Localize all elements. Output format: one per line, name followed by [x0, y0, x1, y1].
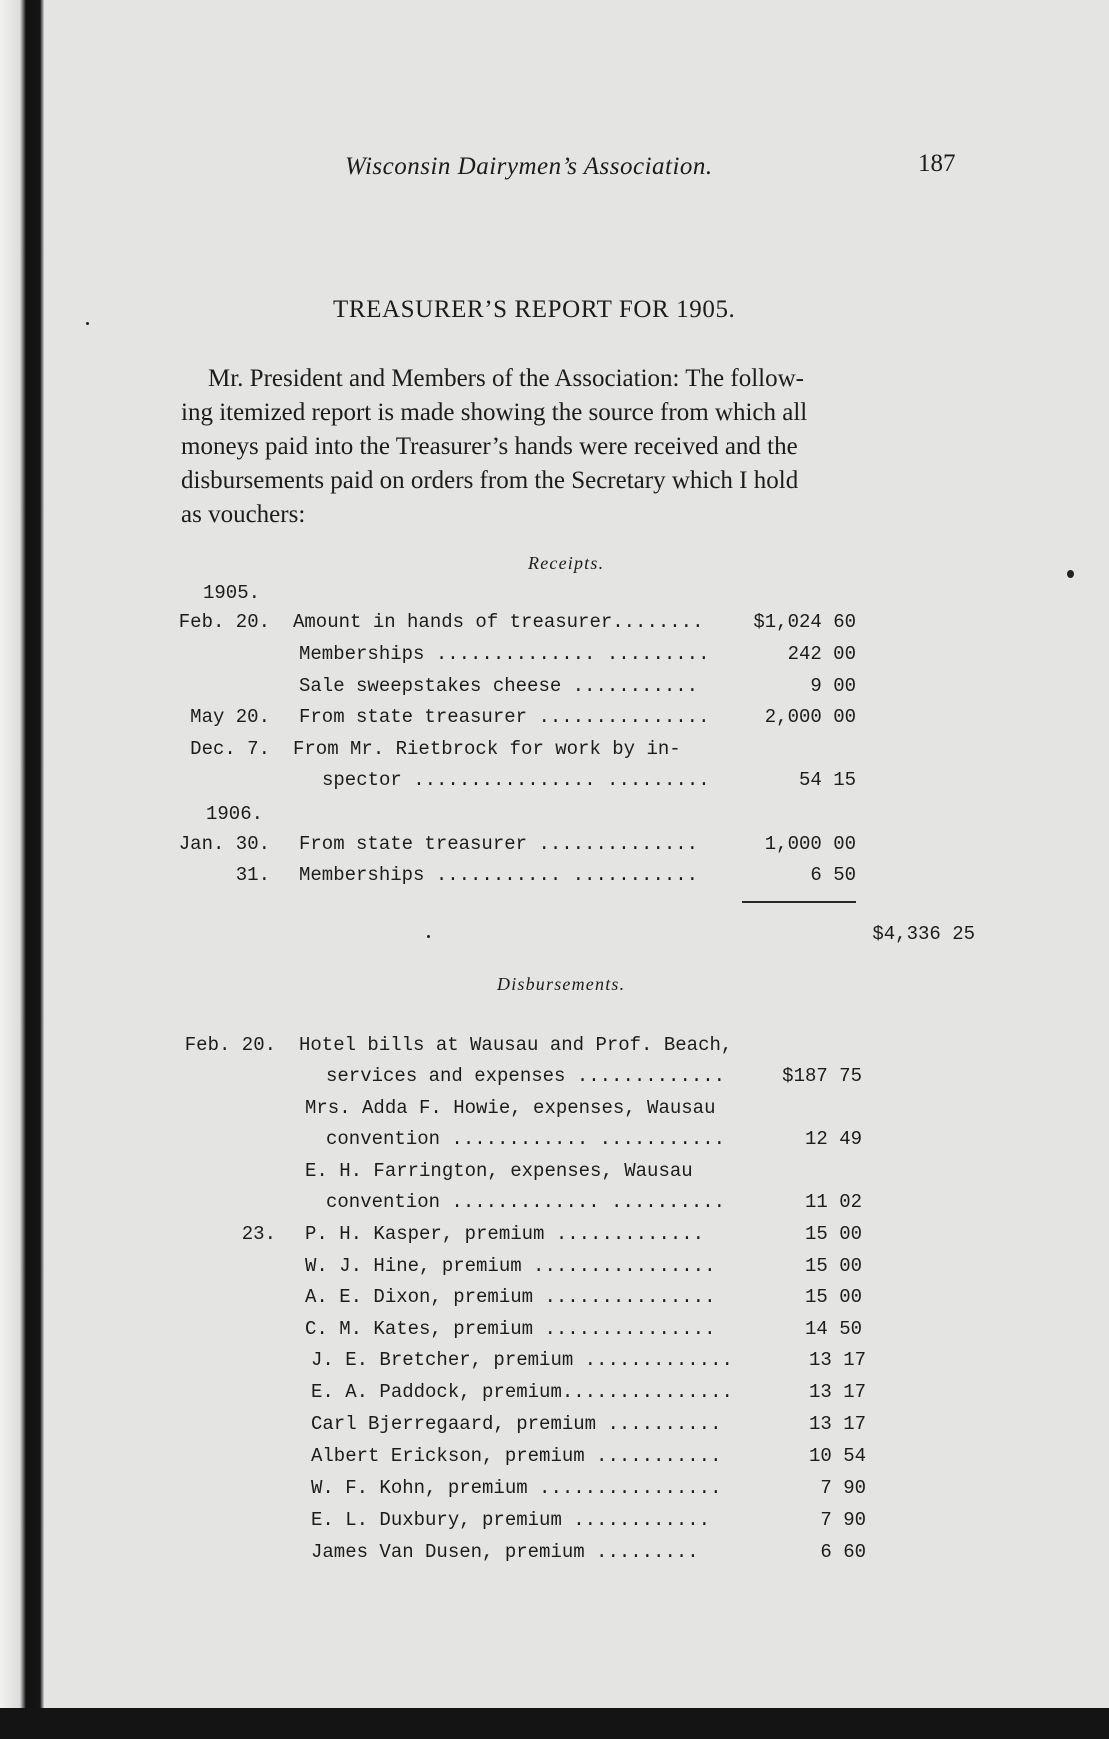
page-bottom-edge	[0, 1708, 1109, 1739]
receipt-description: Sale sweepstakes cheese ...........	[299, 675, 699, 697]
receipt-amount: 54 15	[798, 769, 856, 791]
disbursement-amount: 11 02	[804, 1191, 862, 1213]
intro-paragraph	[181, 362, 969, 532]
receipt-amount: 6 50	[810, 864, 856, 886]
disbursement-description: P. H. Kasper, premium .............	[305, 1223, 705, 1245]
disbursement-amount: 13 17	[808, 1349, 866, 1371]
disbursement-description: W. F. Kohn, premium ................	[311, 1477, 722, 1499]
receipt-description: From state treasurer ...............	[299, 706, 710, 728]
disbursement-amount: 7 90	[820, 1477, 866, 1499]
receipts-total: $4,336 25	[872, 923, 975, 945]
disbursement-amount: 6 60	[820, 1541, 866, 1563]
disbursement-description: E. H. Farrington, expenses, Wausau	[305, 1160, 693, 1182]
disbursement-description: W. J. Hine, premium ................	[305, 1255, 716, 1277]
total-rule	[742, 901, 856, 903]
receipt-description: Amount in hands of treasurer........	[293, 611, 704, 633]
disbursement-description: convention ............ ...........	[326, 1128, 726, 1150]
disbursement-amount: 12 49	[804, 1128, 862, 1150]
disbursement-amount: 15 00	[804, 1286, 862, 1308]
receipt-description: spector ................ .........	[322, 769, 710, 791]
receipt-description: From Mr. Rietbrock for work by in-	[293, 738, 681, 760]
disbursement-amount: $187 75	[782, 1065, 862, 1087]
disbursement-description: convention ............. ..........	[326, 1191, 726, 1213]
receipt-amount: 2,000 00	[764, 706, 856, 728]
intro-line: as vouchers:	[181, 501, 306, 528]
intro-line: moneys paid into the Treasurer’s hands were received and the	[181, 433, 798, 460]
receipts-heading: Receipts.	[528, 553, 605, 573]
receipt-description: Memberships ........... ...........	[299, 864, 699, 886]
intro-line: disbursements paid on orders from the Secretary which I hold	[181, 467, 799, 494]
intro-line: Mr. President and Members of the Association: The follow-	[208, 365, 804, 392]
receipt-amount: 242 00	[787, 643, 856, 665]
receipt-date: Feb. 20.	[178, 611, 270, 633]
disbursement-amount: 15 00	[804, 1255, 862, 1277]
disbursement-amount: 15 00	[804, 1223, 862, 1245]
receipt-date: 31.	[235, 864, 270, 886]
receipt-amount: 1,000 00	[764, 833, 856, 855]
disbursement-amount: 13 17	[808, 1413, 866, 1435]
receipt-amount: $1,024 60	[753, 611, 856, 633]
scan-speck	[86, 322, 89, 325]
receipt-date: Dec. 7.	[190, 738, 270, 760]
disbursement-description: Albert Erickson, premium ...........	[311, 1445, 722, 1467]
receipt-description: Memberships .............. .........	[299, 643, 710, 665]
disbursement-description: J. E. Bretcher, premium .............	[311, 1349, 733, 1371]
page-number: 187	[918, 150, 956, 177]
year-label: 1905.	[203, 582, 261, 604]
report-title: TREASURER’S REPORT FOR 1905.	[333, 296, 736, 323]
scan-speck	[1067, 570, 1074, 578]
intro-line: ing itemized report is made showing the source from which all	[181, 399, 808, 426]
disbursement-description: Mrs. Adda F. Howie, expenses, Wausau	[305, 1097, 716, 1119]
year-label: 1906.	[206, 803, 264, 825]
disbursement-description: C. M. Kates, premium ...............	[305, 1318, 716, 1340]
disbursement-description: services and expenses .............	[326, 1065, 726, 1087]
disbursement-description: E. A. Paddock, premium...............	[311, 1381, 733, 1403]
disbursements-heading: Disbursements.	[497, 974, 626, 994]
disbursement-description: E. L. Duxbury, premium ............	[311, 1509, 711, 1531]
book-spine-edge	[0, 0, 44, 1739]
receipt-date: Jan. 30.	[178, 833, 270, 855]
scan-speck	[427, 935, 430, 938]
disbursement-description: A. E. Dixon, premium ...............	[305, 1286, 716, 1308]
disbursement-amount: 7 90	[820, 1509, 866, 1531]
receipt-date: May 20.	[190, 706, 270, 728]
disbursement-date: 23.	[241, 1223, 276, 1245]
disbursement-amount: 10 54	[808, 1445, 866, 1467]
disbursement-amount: 13 17	[808, 1381, 866, 1403]
disbursement-description: Hotel bills at Wausau and Prof. Beach,	[299, 1034, 733, 1056]
disbursement-description: Carl Bjerregaard, premium ..........	[311, 1413, 722, 1435]
disbursement-amount: 14 50	[804, 1318, 862, 1340]
receipt-description: From state treasurer ..............	[299, 833, 699, 855]
running-head: Wisconsin Dairymen’s Association.	[345, 153, 713, 180]
receipt-amount: 9 00	[810, 675, 856, 697]
disbursement-description: James Van Dusen, premium .........	[311, 1541, 699, 1563]
disbursement-date: Feb. 20.	[184, 1034, 276, 1056]
